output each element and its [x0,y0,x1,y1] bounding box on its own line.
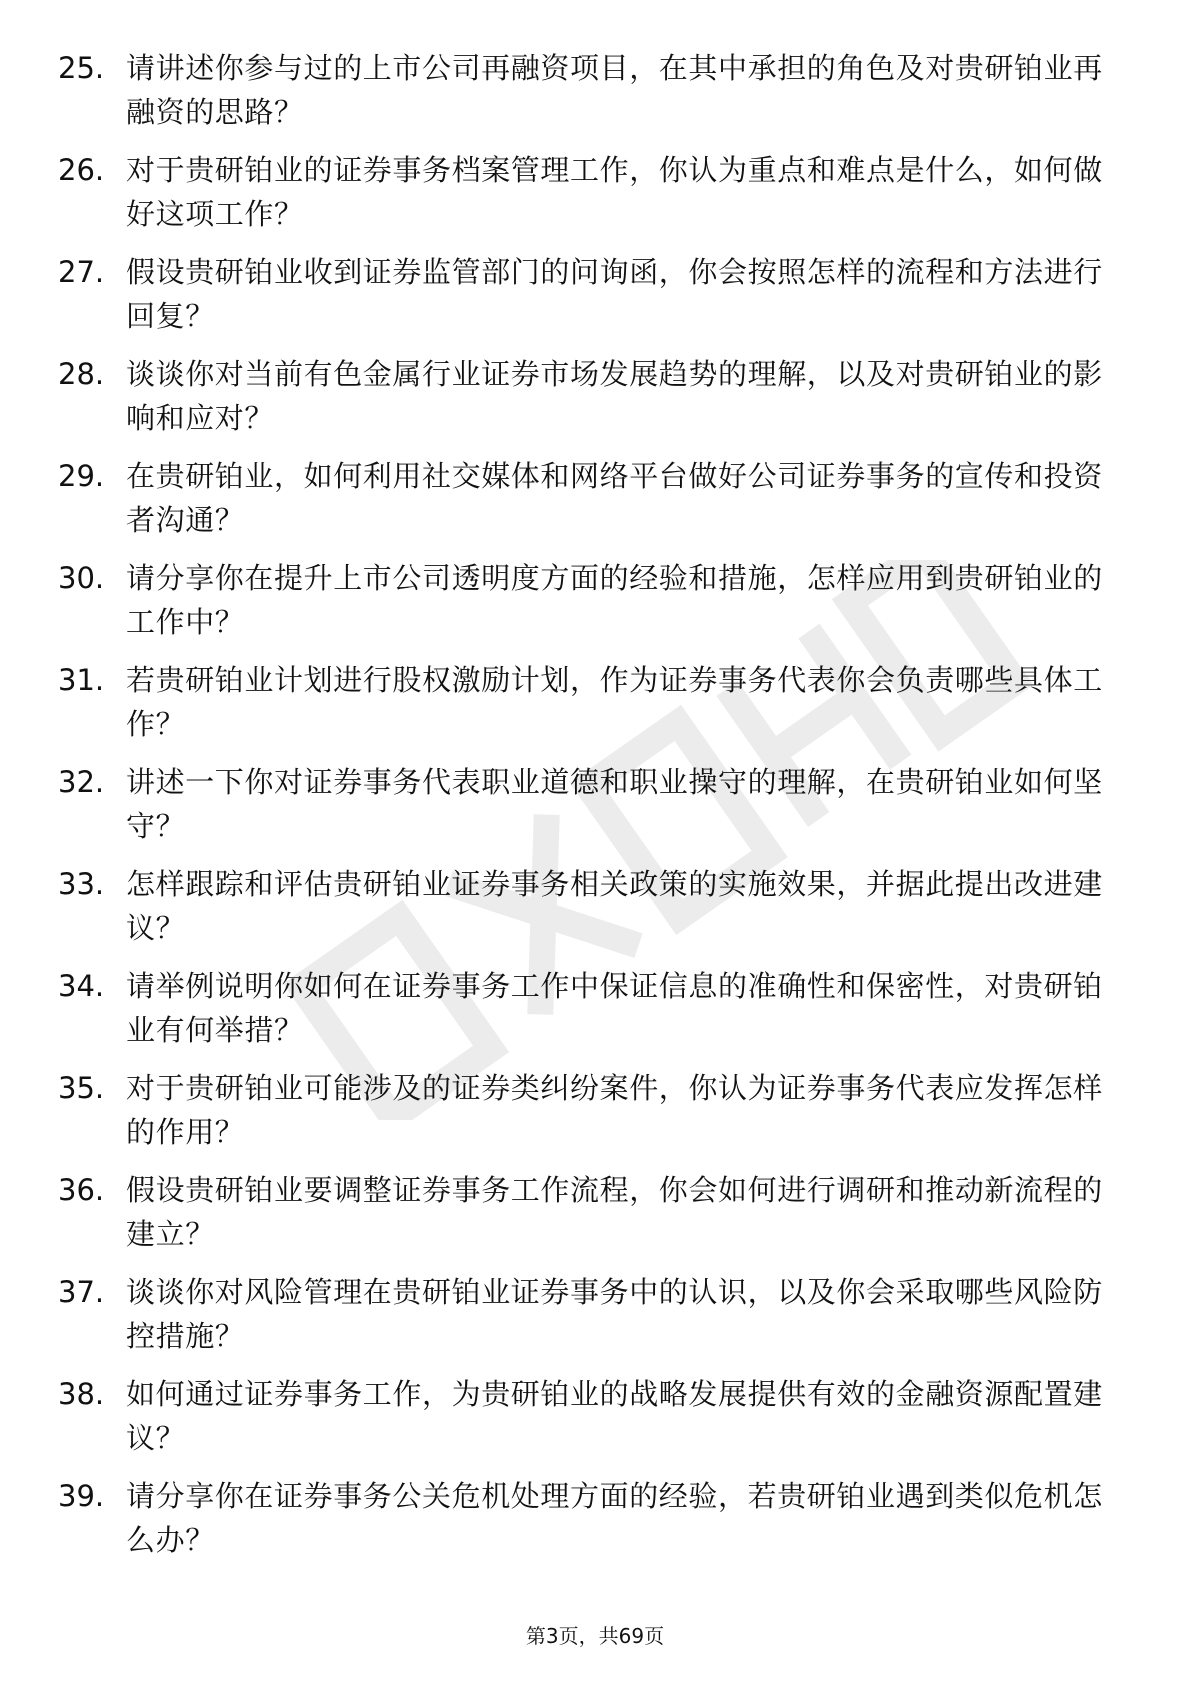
question-number: 27. [58,255,105,289]
question-item [58,148,1118,236]
question-item [58,862,1118,950]
question-item [58,1270,1118,1358]
page-footer: 第3页，共69页 [525,1624,665,1648]
question-number: 28. [58,357,105,391]
question-number: 36. [58,1173,105,1207]
question-item [58,1372,1118,1460]
question-number: 37. [58,1275,105,1309]
question-item [58,454,1118,542]
question-number: 38. [58,1377,105,1411]
question-number: 31. [58,663,105,697]
question-number: 30. [58,561,105,595]
question-text: 谈谈你对当前有色金属行业证券市场发展趋势的理解，以及对贵研铂业的影响和应对？ [126,357,1103,435]
question-text: 请分享你在证券事务公关危机处理方面的经验，若贵研铂业遇到类似危机怎么办？ [126,1479,1103,1557]
question-item [58,250,1118,338]
question-item [58,964,1118,1052]
question-text: 假设贵研铂业收到证券监管部门的问询函，你会按照怎样的流程和方法进行回复？ [126,255,1103,333]
question-item [58,760,1118,848]
question-item [58,1474,1118,1562]
question-item [58,46,1118,134]
question-number: 35. [58,1071,105,1105]
question-text: 在贵研铂业，如何利用社交媒体和网络平台做好公司证券事务的宣传和投资者沟通？ [126,459,1103,537]
question-item [58,1168,1118,1256]
question-item [58,1066,1118,1154]
question-text: 讲述一下你对证券事务代表职业道德和职业操守的理解，在贵研铂业如何坚守？ [126,765,1103,843]
question-text: 假设贵研铂业要调整证券事务工作流程，你会如何进行调研和推动新流程的建立？ [126,1173,1103,1251]
question-number: 34. [58,969,105,1003]
question-text: 若贵研铂业计划进行股权激励计划，作为证券事务代表你会负责哪些具体工作？ [126,663,1103,741]
question-text: 谈谈你对风险管理在贵研铂业证券事务中的认识，以及你会采取哪些风险防控措施？ [126,1275,1103,1353]
question-text: 请分享你在提升上市公司透明度方面的经验和措施，怎样应用到贵研铂业的工作中？ [126,561,1103,639]
question-text: 对于贵研铂业可能涉及的证券类纠纷案件，你认为证券事务代表应发挥怎样的作用？ [126,1071,1103,1149]
question-text: 如何通过证券事务工作，为贵研铂业的战略发展提供有效的金融资源配置建议？ [126,1377,1103,1455]
question-text: 请讲述你参与过的上市公司再融资项目，在其中承担的角色及对贵研铂业再融资的思路？ [126,51,1103,129]
question-number: 39. [58,1479,105,1513]
question-item [58,658,1118,746]
question-list [58,46,1118,1576]
question-number: 29. [58,459,105,493]
question-text: 怎样跟踪和评估贵研铂业证券事务相关政策的实施效果，并据此提出改进建议？ [126,867,1103,945]
question-number: 26. [58,153,105,187]
question-text: 请举例说明你如何在证券事务工作中保证信息的准确性和保密性，对贵研铂业有何举措？ [126,969,1103,1047]
question-item [58,352,1118,440]
question-number: 32. [58,765,105,799]
question-text: 对于贵研铂业的证券事务档案管理工作，你认为重点和难点是什么，如何做好这项工作？ [126,153,1103,231]
question-item [58,556,1118,644]
question-number: 33. [58,867,105,901]
question-number: 25. [58,51,105,85]
